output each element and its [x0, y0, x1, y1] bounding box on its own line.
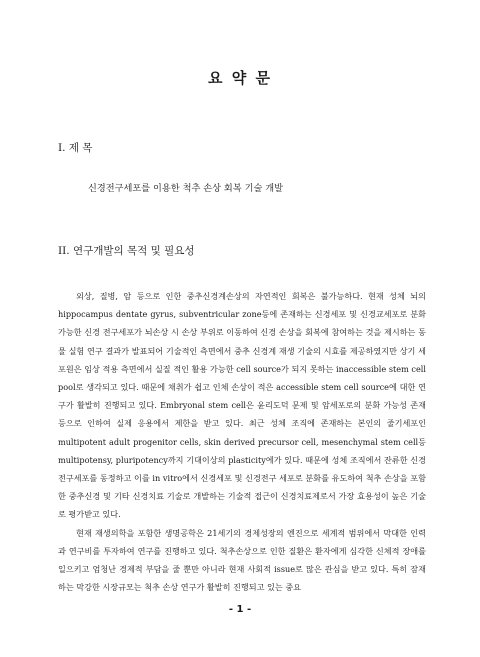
- body-text: [58, 287, 426, 596]
- project-title: 신경전구세포를 이용한 척추 손상 회복 기술 개발: [88, 183, 284, 194]
- body-paragraph: 현재 재생의학을 포함한 생명공학은 21세기의 경제성장의 엔진으로 세계적 범위에서 막대한 인력과 연구비를 투자하여 연구를 진행하고 있다. 척추손상으로 인한 질환은 환자에게 심각한 신체적 장애를 일으키고 엄청난 경제적 부담을 줄 뿐만 아니라 현재 사회적 issue로 많은 관심을 받고 있다. 특히 잠재 하는 막강한 시장규모는 척추 손상 연구가 활발히 진행되고 있는 중요: [58, 527, 426, 593]
- page-number: - 1 -: [228, 604, 252, 615]
- section-heading-title: I. 제 목: [58, 142, 93, 154]
- body-paragraph: 외상, 질병, 암 등으로 인한 중추신경계손상의 자연적인 회복은 불가능하다. 현재 성체 뇌의 hippocampus dentate gyrus, subventricular zone등에 존재하는 신경세포 및 신경교세포로 분화 가능한 신경 전구세포가 뇌손상 시 손상 부위로 이동하여 신경 손상을 회복에 참여하는 것을 제시하는 동물 실험 연구 결과가 발표되어 기술적인 측면에서 중추 신경계 재생 기술의 시효를 제공하였지만 상기 세포원은 임상 적용 측면에서 실질 적인 활용 가능한 cell source가 되지 못하는 inaccessible stem cell pool로 생각되고 있다. 때문에 채취가 쉽고 인체 손상이 적은 accessible stem cell source에 대한 연구가 활발히 진행되고 있다. Embryonal stem cell은 윤리도덕 문제 및 암세포로의 분화 가능성 존재 등으로 인하여 실제 응용에서 제한을 받고 있다. 최근 성체 조직에 존재하는 본인의 줄기세포인 multipotent adult progenitor cells, skin derived precursor cell, mesenchymal stem cell등 multipotensy, pluripotency까지 기대이상의 plasticity에가 있다. 때문에 성체 조직에서 잔류한 신경 전구세포를 동정하고 이를 in vitro에서 신경세포 및 신경전구 세포로 분화를 유도하여 척추 손상을 포함한 중추신경 및 기타 신경치료 기술로 개발하는 기술적 접근이 신경치료제로서 가장 효용성이 높은 기술로 평가받고 있다.: [58, 291, 426, 520]
- page-title: 요 약 문: [208, 69, 272, 87]
- section-heading-purpose: II. 연구개발의 목적 및 필요성: [58, 245, 195, 257]
